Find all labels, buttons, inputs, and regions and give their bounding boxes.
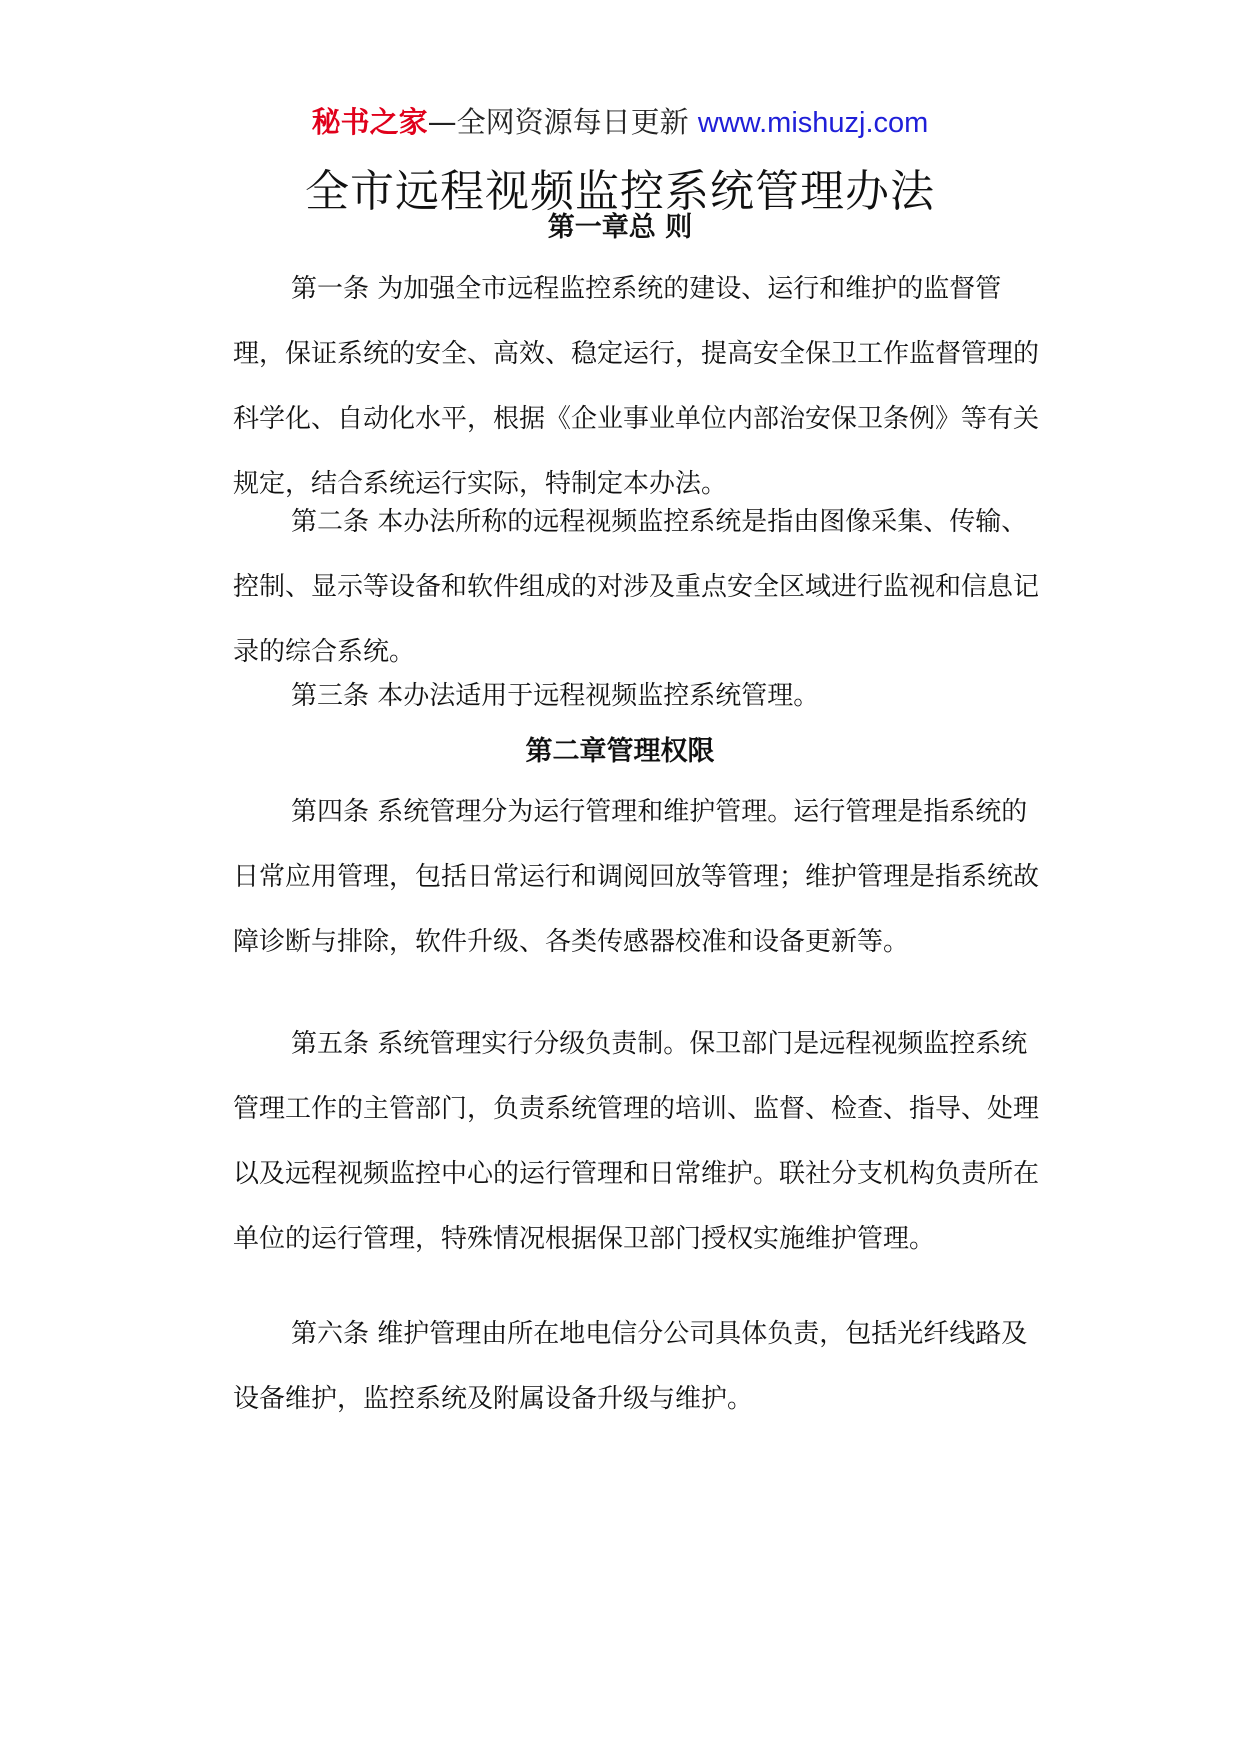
chapter-1-heading: 第一章总 则	[547, 212, 693, 243]
site-url-link[interactable]: www.mishuzj.com	[697, 107, 929, 139]
article-3: 第三条 本办法适用于远程视频监控系统管理。	[291, 681, 820, 711]
brand-name: 秘书之家	[311, 105, 428, 139]
header-slogan: —全网资源每日更新	[427, 105, 698, 139]
article-1: 第一条 为加强全市远程监控系统的建设、运行和维护的监督管理，保证系统的安全、高效、稳定运行，提高安全保卫工作监督管理的科学化、自动化水平，根据《企业事业单位内部治安保卫条例》等有关规定，结合系统运行实际，特制定本办法。	[233, 274, 1040, 499]
document-title: 全市远程视频监控系统管理办法	[305, 166, 935, 217]
article-2: 第二条 本办法所称的远程视频监控系统是指由图像采集、传输、控制、显示等设备和软件组成的对涉及重点安全区域进行监视和信息记录的综合系统。	[233, 507, 1040, 667]
article-4: 第四条 系统管理分为运行管理和维护管理。运行管理是指系统的日常应用管理，包括日常运行和调阅回放等管理；维护管理是指系统故障诊断与排除，软件升级、各类传感器校准和设备更新等。	[233, 797, 1040, 957]
article-6: 第六条 维护管理由所在地电信分公司具体负责，包括光纤线路及设备维护，监控系统及附属设备升级与维护。	[233, 1319, 1028, 1414]
site-header	[0, 102, 1240, 143]
chapter-2-heading: 第二章管理权限	[525, 736, 715, 767]
article-5: 第五条 系统管理实行分级负责制。保卫部门是远程视频监控系统管理工作的主管部门，负责系统管理的培训、监督、检查、指导、处理以及远程视频监控中心的运行管理和日常维护。联社分支机构负责所在单位的运行管理，特殊情况根据保卫部门授权实施维护管理。	[233, 1029, 1040, 1254]
